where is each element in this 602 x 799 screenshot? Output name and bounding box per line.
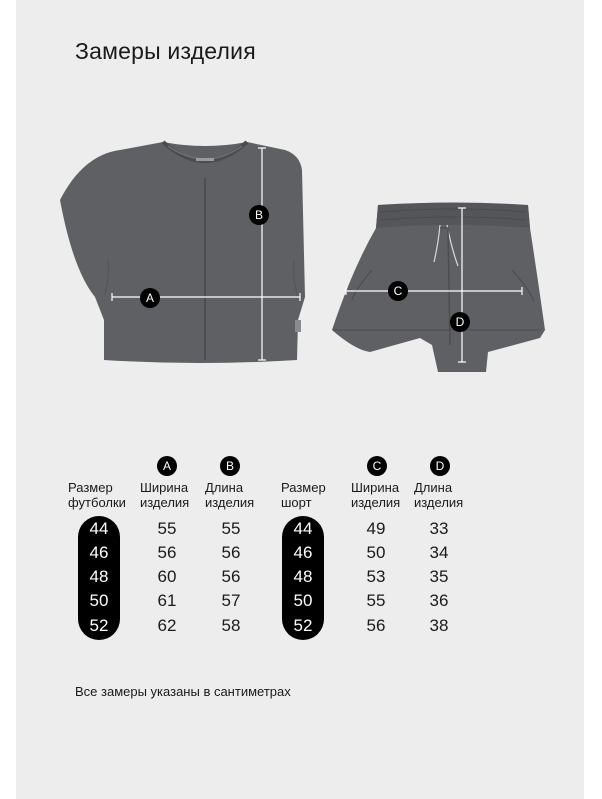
shorts-size-52: 52	[293, 616, 313, 635]
badge-d-shorts: D	[450, 312, 470, 332]
tshirt-length-cell: 57	[221, 591, 241, 610]
tshirt-length-cell: 58	[221, 616, 241, 635]
shorts-length-cell: 38	[429, 616, 449, 635]
tshirt-size-46: 46	[89, 543, 109, 562]
shorts-drawing	[332, 203, 545, 373]
tshirt-width-cell: 55	[157, 519, 177, 538]
header-badge-c: C	[367, 456, 387, 476]
tshirt-width-header: Ширина изделия	[140, 480, 190, 510]
shorts-body	[332, 205, 545, 372]
shorts-waistband	[376, 203, 530, 229]
badge-b-tshirt: B	[249, 205, 269, 225]
tshirt-width-cell: 62	[157, 616, 177, 635]
measurement-footnote: Все замеры указаны в сантиметрах	[75, 684, 291, 699]
tshirt-width-cell: 60	[157, 567, 177, 586]
tshirt-length-cell: 56	[221, 543, 241, 562]
shorts-size-48: 48	[293, 567, 313, 586]
shorts-size-46: 46	[293, 543, 313, 562]
shorts-length-header: Длина изделия	[414, 480, 464, 510]
shorts-size-header: Размер шорт	[281, 480, 326, 510]
tshirt-size-44: 44	[89, 519, 109, 538]
tshirt-size-48: 48	[89, 567, 109, 586]
shorts-length-cell: 35	[429, 567, 449, 586]
header-badge-d: D	[430, 456, 450, 476]
tshirt-length-cell: 56	[221, 567, 241, 586]
shorts-length-cell: 33	[429, 519, 449, 538]
shorts-size-44: 44	[293, 519, 313, 538]
shorts-width-cell: 50	[366, 543, 386, 562]
shorts-width-cell: 53	[366, 567, 386, 586]
tshirt-width-cell: 56	[157, 543, 177, 562]
shorts-size-50: 50	[293, 591, 313, 610]
shorts-width-cell: 49	[366, 519, 386, 538]
tshirt-length-cell: 55	[221, 519, 241, 538]
tshirt-drawing	[60, 142, 305, 363]
badge-a-tshirt: A	[140, 288, 160, 308]
page-title: Замеры изделия	[75, 38, 256, 64]
tshirt-size-header: Размер футболки	[68, 480, 126, 510]
shorts-width-header: Ширина изделия	[351, 480, 401, 510]
shorts-length-cell: 36	[429, 591, 449, 610]
shorts-width-cell: 56	[366, 616, 386, 635]
tshirt-size-50: 50	[89, 591, 109, 610]
tshirt-body	[60, 142, 305, 363]
header-badge-a: A	[157, 456, 177, 476]
tshirt-width-cell: 61	[157, 591, 177, 610]
shorts-width-cell: 55	[366, 591, 386, 610]
tshirt-length-header: Длина изделия	[205, 480, 255, 510]
header-badge-b: B	[220, 456, 240, 476]
badge-c-shorts: C	[388, 281, 408, 301]
shorts-length-cell: 34	[429, 543, 449, 562]
tshirt-size-52: 52	[89, 616, 109, 635]
